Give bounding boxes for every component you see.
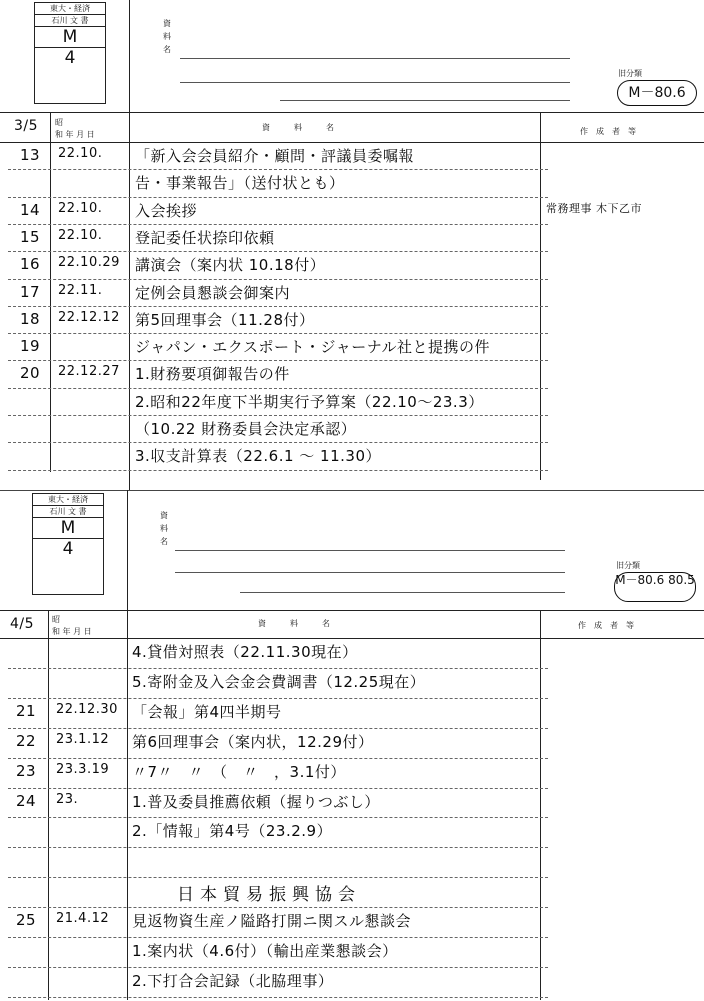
row-date: 23.1.12	[56, 731, 110, 747]
row-divider	[8, 847, 548, 848]
row-material-name: 「会報」第4四半期号	[132, 702, 282, 721]
row-divider	[8, 251, 548, 252]
row-date: 22.10.	[58, 200, 103, 216]
row-divider	[8, 470, 548, 471]
row-divider	[8, 788, 548, 789]
row-divider	[8, 415, 548, 416]
header2-material: 資 料 名	[258, 619, 330, 628]
header2-era: 昭	[52, 615, 60, 624]
row-material-name: 定例会員懇談会御案内	[135, 283, 291, 302]
row-material-name: 1.普及委員推薦依頼（握りつぶし）	[132, 792, 380, 811]
row-number: 19	[20, 337, 41, 356]
stamp2-line-3: M	[33, 518, 103, 539]
row-number: 18	[20, 309, 41, 328]
archive-stamp	[34, 2, 106, 104]
row-number: 25	[16, 911, 37, 930]
row-author: 常務理事 木下乙市	[546, 201, 642, 215]
old-class-label: 旧分類	[618, 69, 642, 78]
row-number: 21	[16, 701, 37, 720]
row-date: 23.	[56, 791, 79, 807]
row-date: 21.4.12	[56, 911, 110, 927]
stamp-line-3: M	[35, 27, 105, 48]
title-label-2-1: 資	[160, 511, 168, 520]
row-material-name: ジャパン・エクスポート・ジャーナル社と提携の件	[135, 338, 491, 357]
row-date: 22.12.30	[56, 701, 118, 717]
row-divider	[8, 907, 548, 908]
row-number: 15	[20, 227, 41, 246]
row-material-name: 5.寄附金及入会金会費調書（12.25現在）	[132, 672, 426, 691]
row-divider	[8, 360, 548, 361]
row-number: 24	[16, 791, 37, 810]
row-date: 22.12.27	[58, 364, 120, 380]
row-material-name: 「新入会会員紹介・顧問・評議員委嘱報	[135, 147, 415, 165]
row-material-name: 第5回理事会（11.28付）	[135, 310, 315, 329]
row-divider	[8, 877, 548, 878]
archive-stamp-2	[32, 493, 104, 595]
row-date: 22.10.	[58, 227, 103, 243]
row-date: 22.11.	[58, 282, 103, 298]
row-material-name: 見返物資生産ノ隘路打開ニ関スル懇談会	[132, 912, 412, 931]
row-material-name: 1.案内状（4.6付）（輸出産業懇談会）	[132, 942, 398, 960]
row-number: 23	[16, 761, 37, 780]
header-author: 作 成 者 等	[580, 127, 636, 136]
row-divider	[8, 758, 548, 759]
title-label-2: 料	[163, 32, 171, 41]
row-divider	[8, 698, 548, 699]
sheet-date-note: 3/5	[14, 118, 39, 134]
title-label-3: 名	[163, 45, 171, 54]
row-divider	[8, 306, 548, 307]
row-material-name: 4.貸借対照表（22.11.30現在）	[132, 643, 358, 661]
row-divider	[8, 169, 548, 170]
row-divider	[8, 388, 548, 389]
title-label-1: 資	[163, 19, 171, 28]
row-material-name: 3.収支計算表（22.6.1 ～ 11.30）	[135, 447, 382, 466]
row-date: 22.10.	[58, 146, 103, 161]
row-divider	[8, 728, 548, 729]
row-material-name: （10.22 財務委員会決定承認）	[135, 420, 357, 438]
row-divider	[8, 967, 548, 968]
title-label-2-2: 料	[160, 524, 168, 533]
row-date: 22.10.29	[58, 255, 120, 271]
sheet-date-note-2: 4/5	[10, 616, 35, 632]
row-divider	[8, 224, 548, 225]
row-material-name: 日本貿易振興協会	[177, 885, 361, 906]
row-divider	[8, 668, 548, 669]
row-divider	[8, 937, 548, 938]
header2-author: 作 成 者 等	[578, 621, 634, 630]
old-class-value: M－80.6	[617, 80, 697, 106]
row-material-name: 入会挨拶	[135, 201, 198, 220]
stamp-line-1: 東大・経済	[35, 3, 105, 15]
header-material: 資 料 名	[262, 123, 334, 132]
row-number: 22	[16, 731, 37, 750]
row-divider	[8, 197, 548, 198]
row-material-name: 2.下打合会記録（北脇理事）	[132, 971, 334, 990]
row-number: 17	[20, 282, 41, 301]
header-era: 昭	[55, 118, 63, 127]
row-divider	[8, 279, 548, 280]
stamp2-line-2: 石川 文 書	[33, 506, 103, 518]
row-divider	[8, 333, 548, 334]
row-number: 14	[20, 200, 41, 219]
row-material-name: 2.昭和22年度下半期実行予算案（22.10～23.3）	[135, 392, 484, 411]
row-material-name: 2.「情報」第4号（23.2.9）	[132, 822, 333, 841]
header2-ymd: 和 年 月 日	[52, 627, 92, 636]
row-material-name: 第6回理事会（案内状，12.29付）	[132, 732, 374, 751]
stamp-line-4: 4	[64, 48, 76, 68]
row-material-name: 講演会（案内状 10.18付）	[135, 256, 326, 275]
row-date: 22.12.12	[58, 309, 120, 325]
row-number: 13	[20, 146, 41, 164]
old-class-label-2: 旧分類	[616, 561, 640, 570]
header-ymd: 和 年 月 日	[55, 130, 95, 139]
stamp2-line-1: 東大・経済	[33, 494, 103, 506]
title-label-2-3: 名	[160, 537, 168, 546]
stamp2-line-4: 4	[62, 539, 74, 559]
row-number: 16	[20, 255, 41, 274]
row-material-name: 告・事業報告」（送付状とも）	[135, 174, 345, 193]
row-divider	[8, 997, 548, 998]
stamp-line-2: 石川 文 書	[35, 15, 105, 27]
row-date: 23.3.19	[56, 761, 110, 777]
row-material-name: 〃7〃 〃 （ 〃 ，3.1付）	[132, 762, 346, 781]
old-class-value-2: M－80.6 80.5	[614, 572, 696, 602]
row-material-name: 1.財務要項御報告の件	[135, 365, 290, 384]
row-material-name: 登記委任状捺印依頼	[135, 228, 275, 247]
row-divider	[8, 442, 548, 443]
row-divider	[8, 817, 548, 818]
row-number: 20	[20, 364, 41, 383]
